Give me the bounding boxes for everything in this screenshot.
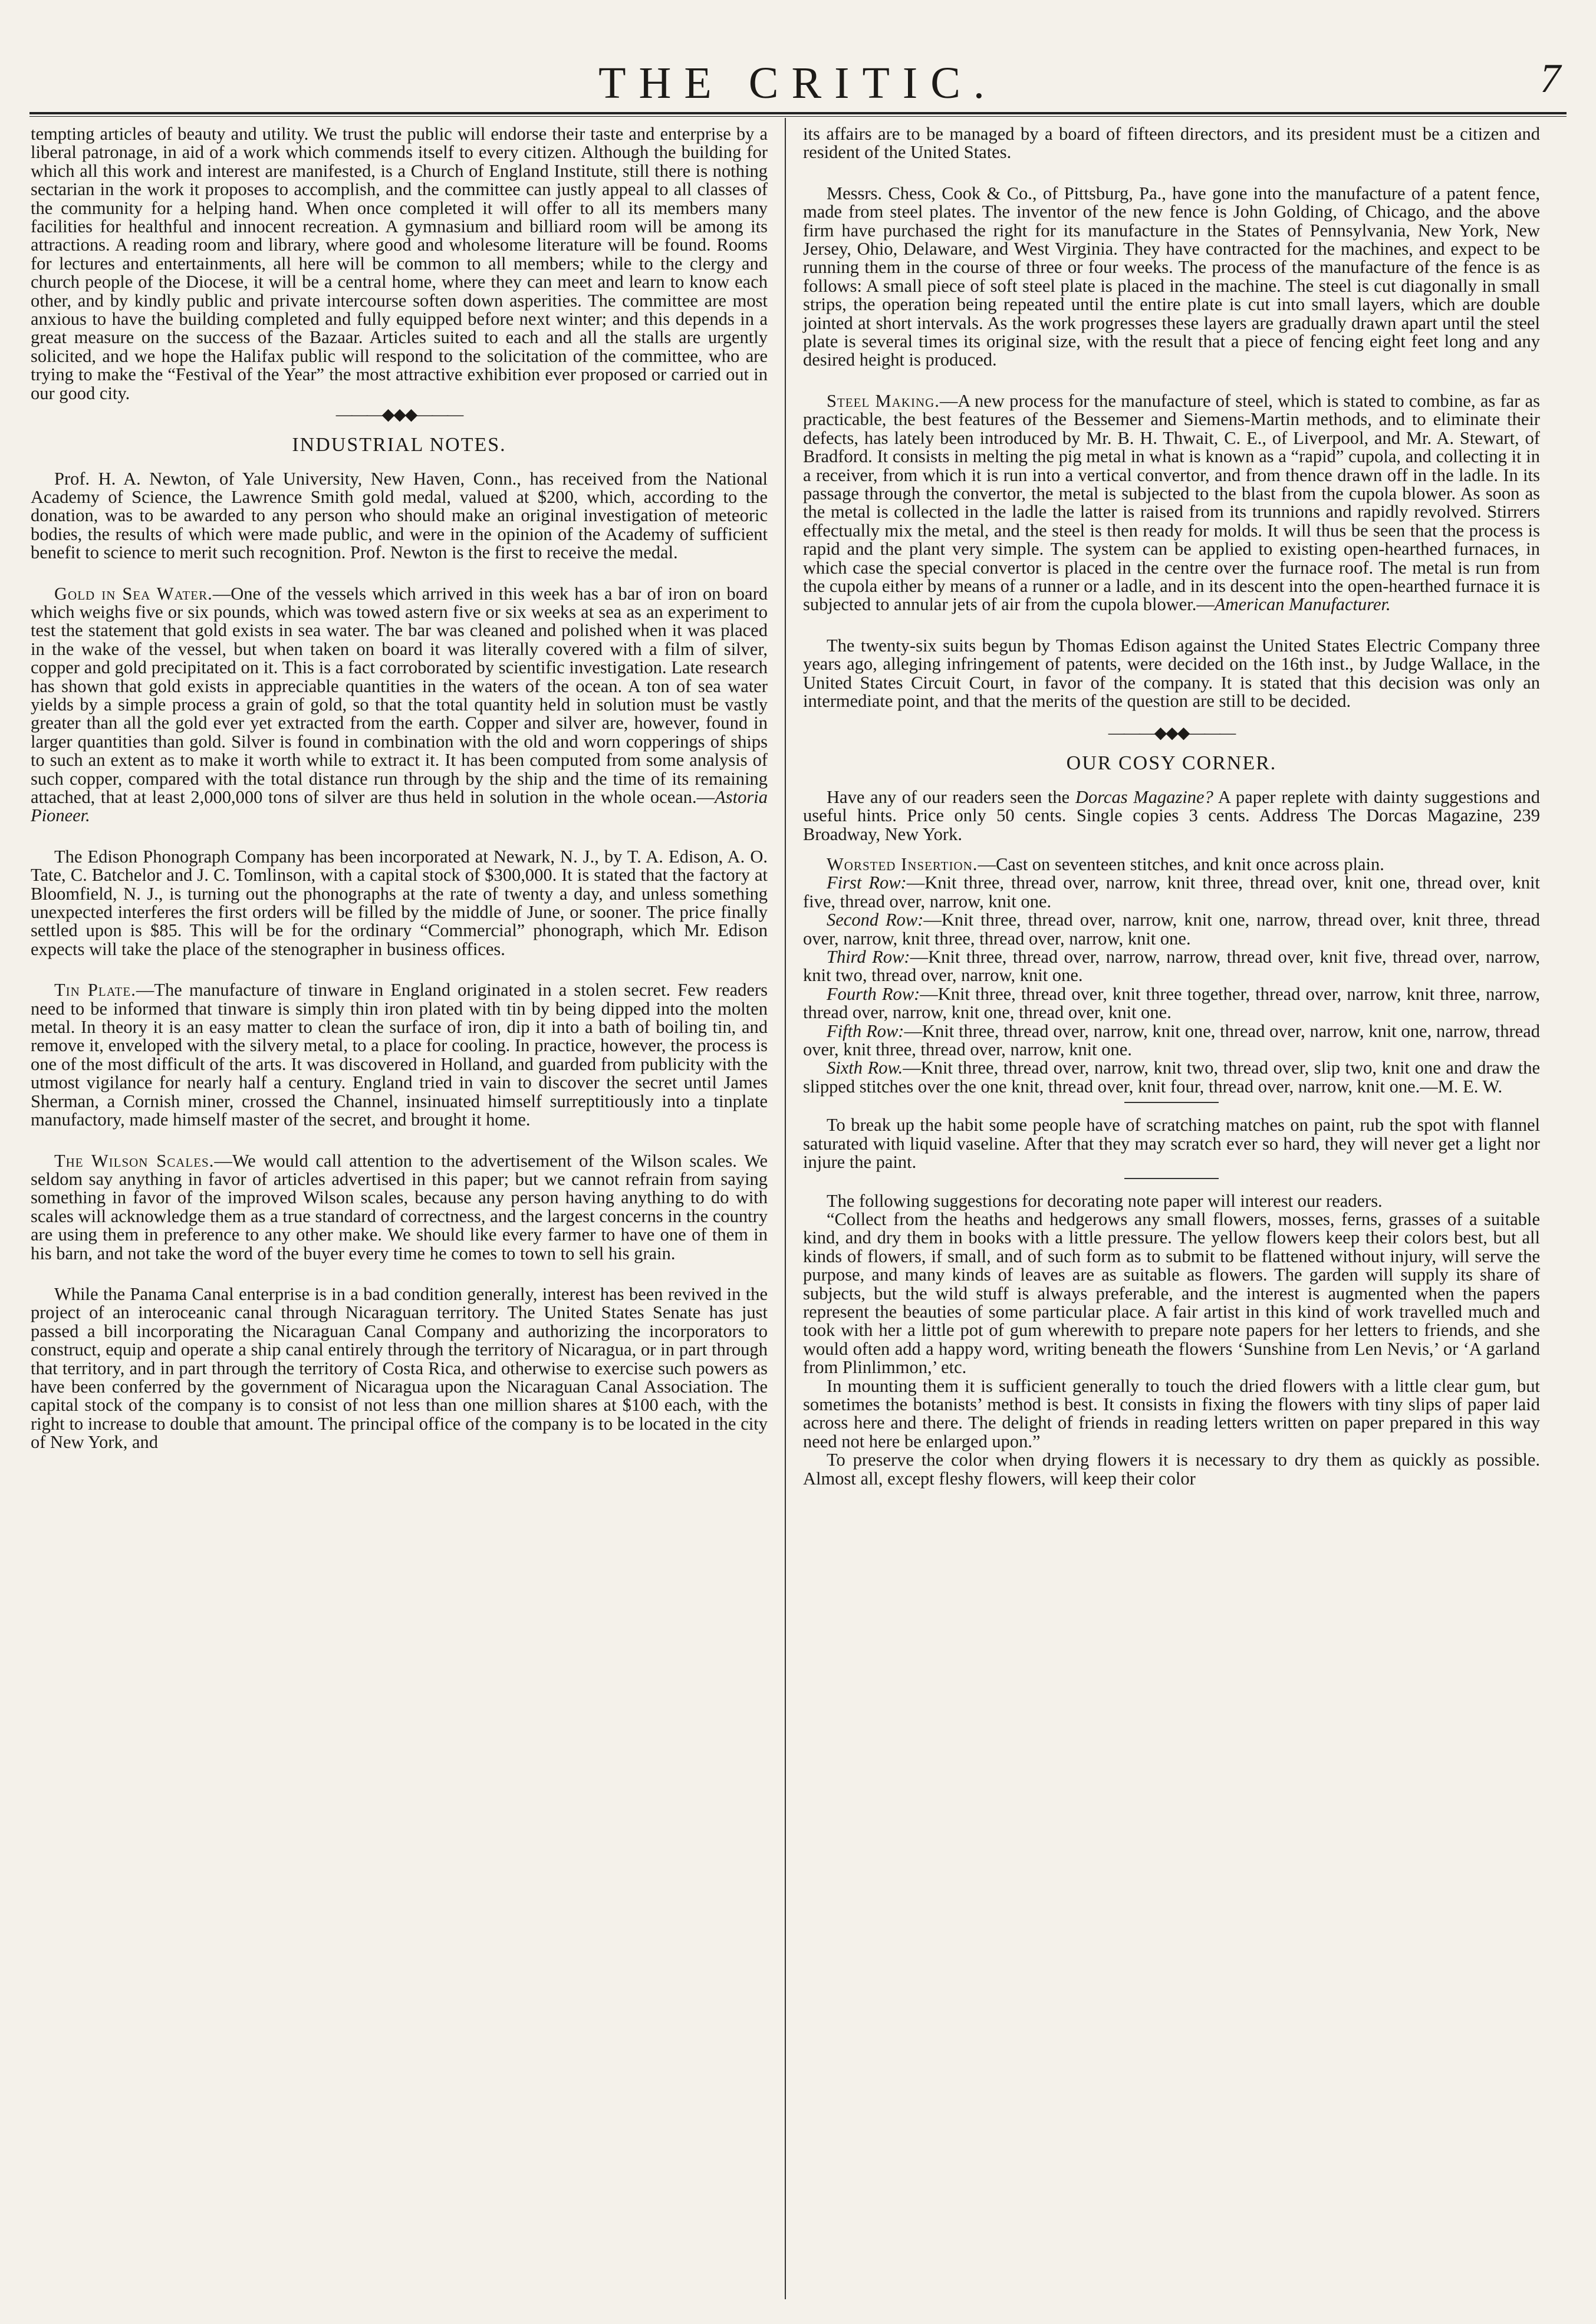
article-edison-phonograph: The Edison Phonograph Company has been incorporated at Newark, N. J., by T. A. Edison, A. O. Tate, C. Batchelor and J. C. Tomlinson, with a capital stock of $300,000. It is stated that the factory at Bloomfield, N. J., is turning out the phonographs at the rate of twenty a day, and unless something unexpected interferes the first orders will be filled by the middle of June, or sooner. The price finally settled upon is $85. This will be for the ordinary “Commercial” phonograph, which Mr. Edison expects will take the place of the stenographer in business offices. [31,846,768,959]
page-number: 7 [1540,56,1561,101]
knit-row [803,911,1540,948]
row-label: Fifth Row: [827,1021,904,1041]
article-edison-suits: The twenty-six suits begun by Thomas Edison against the United States Electric Company three years ago, alleging infringement of patents, were decided on the 16th inst., by Judge Wallace, in the United States Circuit Court, in favor of the company. It is stated that this decision was only an intermediate point, and that the merits of the question are still to be decided. [803,635,1540,711]
article-text: —One of the vessels which arrived in this week has a bar of iron on board which weighs five or six pounds, which was towed astern five or six weeks at sea as an experiment to test the statement that gold exists in sea water. The bar was cleaned and polished when it was placed in the wake of the vessel, but when taken on board it was literally covered with a film of silver, copper and gold precipitated on it. This is a fact corroborated by scientific investigation. Late research has shown that gold exists in appreciable quantities in the waters of the ocean. A ton of sea water yields by a simple process a grain of gold, so that the total quantity held in solution must be vastly greater than all the gold ever yet extracted from the earth. Copper and silver are, however, found in larger quantities than gold. Silver is found in combination with the old and worn copperings of ships to such an extent as to make it worth while to extract it. It has been computed from some analysis of such copper, compared with the total distance run through by the ship and the time of its remaining attached, that at least 2,000,000 tons of silver are thus held in solution in the whole ocean.— [31,583,768,807]
row-label: Second Row: [827,910,924,930]
article-wilson-scales [31,1152,768,1263]
article-bazaar-continued: tempting articles of beauty and utility. We trust the public will endorse their taste and enterprise by a liberal patronage, in aid of a work which commends itself to every citizen. Although the building for which all this work and interest are manifested, is a Church of England Institute, still there is nothing sectarian in the work it proposes to accomplish, and the committee can justly appeal to all classes of the community for a helping hand. When once completed it will offer to all its members many facilities for healthful and innocent recreation. A gymnasium and billiard room will be among its attractions. A reading room and library, where good and wholesome literature will be found. Rooms for lectures and entertainments, all here will be common to all members; while to the clergy and church people of the Diocese, it will be a central home, where they can meet and learn to know each other, and by kindly public and private intercourse soften down asperities. The committee are most anxious to have the building completed and fully equipped before next winter; and this depends in a great measure on the success of the Bazaar. Articles suited to each and all the stalls are urgently solicited, and we hope the Halifax public will respond to the solicitation of the committee, who are trying to make the “Festival of the Year” the most attractive exhibition ever proposed or carried out in our good city. [31,124,768,403]
left-column [31,125,768,1452]
article-text: —A new process for the manufacture of steel, which is stated to combine, as far as practicable, the best features of the Bessemer and Siemens-Martin methods, and to eliminate their defects, has lately been introduced by Mr. B. H. Thwait, C. E., of Liverpool, and Mr. A. Stewart, of Bradford. It consists in melting the pig metal in what is known as a “rapid” cupola, and collecting it in a receiver, from which it is run into a vertical convertor, and from thence drawn off in the ladle. In its passage through the convertor, the metal is subjected to the blast from the cupola blower. As soon as the metal is collected in the ladle the latter is raised from its trunnions and rapidly revolved. Stirrers effectually mix the metal, and the steel is then ready for molds. It will thus be seen that the process is rapid and the plant very simple. The system can be applied to existing open-hearthed furnaces, in which case the special convertor is placed in the centre over the furnace roof. The metal is run from the cupola either by means of a runner or a ladle, and in its descent into the open-hearthed furnace it is subjected to annular jets of air from the cupola blower.— [803,390,1540,615]
article-dorcas-magazine: Have any of our readers seen the Dorcas Magazine? A paper replete with dainty suggestions and useful hints. Price only 50 cents. Single copies 3 cents. Address The Dorcas Magazine, 239 Broadway, New York. [803,786,1541,844]
row-text: —Knit three, thread over, narrow, knit one, narrow, thread over, knit three, thread over, narrow, knit three, thread over, narrow, knit one. [803,910,1540,949]
article-nicaragua-canal: While the Panama Canal enterprise is in a bad condition generally, interest has been revived in the project of an interoceanic canal through Nicaraguan territory. The United States Senate has just passed a bill incorporating the Nicaraguan Canal Company and authorizing the incorporators to construct, equip and operate a ship canal entirely through the territory of Nicaragua, or in part through that territory, and in part through the territory of Costa Rica, and otherwise to exercise such powers as have been conferred by the government of Nicaragua upon the Nicaraguan Canal Association. The capital stock of the company is to consist of not less than one million shares at $100 each, with the right to increase to double that amount. The principal office of the company is to be located in the city of New York, and [31,1283,768,1453]
article-note-paper-collect: “Collect from the heaths and hedgerows any small flowers, mosses, ferns, grasses of a suitable kind, and dry them in books with a little pressure. The yellow flowers keep their colors best, but all kinds of flowers, if small, and of such form as to submit to be flattened without injury, will serve the purpose, and many kinds of leaves are as suitable as flowers. The garden will supply its share of subjects, but the wild stuff is always preferable, and the interest is augmented when the papers represent the beauties of some particular place. A fair artist in this kind of work travelled much and took with her a little pot of gum wherewith to prepare note papers for her letters to friends, and she would often add a happy word, writing beneath the flowers ‘Sunshine from Len Nevis,’ or ‘A garland from Plinlimmon,’ etc. [803,1209,1540,1378]
article-label: Gold in Sea Water. [54,583,213,604]
article-worsted-insertion [803,855,1540,874]
article-source: Astoria Pioneer. [31,787,768,826]
article-newton-medal: Prof. H. A. Newton, of Yale University, New Haven, Conn., has received from the National Academy of Science, the Lawrence Smith gold medal, valued at $200, which, according to the donation, was to be awarded to any person who should make an original investigation of meteoric bodies, the results of which were made public, and were in the opinion of the Academy of sufficient benefit to science to merit such recognition. Prof. Newton is the first to receive the medal. [31,468,768,563]
article-steel-making [803,392,1540,614]
row-text: —Knit three, thread over, narrow, knit three, thread over, knit one, thread over, knit five, thread over, narrow, knit one. [803,873,1540,911]
ornament-separator: ———◆◆◆——— [1108,724,1235,743]
magazine-title: Dorcas Magazine? [1075,786,1213,807]
article-text: —Cast on seventeen stitches, and knit once across plain. [978,854,1384,874]
knit-row [803,1059,1540,1096]
article-canal-continued: its affairs are to be managed by a board of fifteen directors, and its president must be a citizen and resident of the United States. [803,124,1540,163]
article-label: Tin Plate. [54,980,136,1000]
article-label: Steel Making. [827,390,940,411]
article-label: The Wilson Scales. [54,1150,215,1171]
article-scratching-matches: To break up the habit some people have of scratching matches on paint, rub the spot with flannel saturated with liquid vaseline. After that they may scratch ever so hard, they will never get a light nor injure the paint. [803,1115,1540,1173]
row-label: Third Row: [827,947,910,967]
short-rule [1124,1178,1219,1179]
masthead: THE CRITIC. [598,58,998,108]
short-rule [1124,1102,1219,1103]
row-label: Fourth Row: [827,983,920,1004]
article-drying-flowers: To preserve the color when drying flowers it is necessary to dry them as quickly as possible. Almost all, except fleshy flowers, will keep their color [803,1450,1540,1489]
row-text: —Knit three, thread over, narrow, knit two, thread over, slip two, knit one and draw the slipped stitches over the one knit, thread over, knit four, thread over, narrow, knit one.—M. E. W. [803,1058,1540,1097]
article-note-paper-intro: The following suggestions for decorating note paper will interest our readers. [827,1190,1383,1211]
article-steel-fence: Messrs. Chess, Cook & Co., of Pittsburg, Pa., have gone into the manufacture of a patent fence, made from steel plates. The inventor of the new fence is John Golding, of Chicago, and the above firm have purchased the right for its manufacture in the States of Pennsylvania, New York, New Jersey, Ohio, Delaware, and West Virginia. They have contracted for the machines, and expect to be running them in the course of three or four weeks. The process of the manufacture of the fence is as follows: A small piece of soft steel plate is placed in the machine. The steel is cut diagonally in small strips, the operation being repeated until the entire plate is cut into small layers, which are double jointed at short intervals. As the work progresses these layers are gradually drawn apart until the steel plate is several times its original size, with the result that a piece of fencing eight feet long and any desired height is produced. [803,183,1540,370]
page-header [29,47,1567,112]
knit-row [803,874,1540,911]
knit-row [803,985,1540,1022]
row-label: Sixth Row. [827,1058,903,1078]
knit-row [803,1022,1540,1059]
header-rule [29,112,1567,117]
ornament-separator: ———◆◆◆——— [335,406,463,424]
article-gold-in-sea-water [31,585,768,825]
row-label: First Row: [827,873,907,893]
row-text: —Knit three, thread over, narrow, knit one, thread over, narrow, knit one, narrow, thread over, knit three, thread over, narrow, knit one. [803,1021,1540,1060]
row-text: —Knit three, thread over, narrow, narrow, thread over, knit five, thread over, narrow, knit two, thread over, narrow, knit one. [803,947,1540,986]
article-tin-plate [31,981,768,1129]
article-label: Worsted Insertion. [827,854,978,874]
section-heading-industrial-notes: INDUSTRIAL NOTES. [292,434,506,456]
right-column [803,125,1540,1488]
row-text: —Knit three, thread over, knit three together, thread over, narrow, knit three, narrow, thread over, narrow, knit one, thread over, knit one. [803,983,1541,1023]
article-note-paper-mounting: In mounting them it is sufficient generally to touch the dried flowers with a little clear gum, but sometimes the botanists’ method is best. It consists in fixing the flowers with tiny slips of paper laid across here and there. The delight of friends in reading letters written on paper prepared in this way need not here be enlarged upon.” [803,1375,1540,1451]
column-divider [785,118,786,2299]
article-text: —The manufacture of tinware in England originated in a stolen secret. Few readers need to be informed that tinware is simply thin iron plated with tin by being dipped into the molten metal. In theory it is an easy matter to clean the surface of iron, dip it into a bath of boiling tin, and remove it, enveloped with the silvery metal, to a place for cooling. In practice, however, the process is one of the most difficult of the arts. It was discovered in Holland, and guarded from publicity with the utmost vigilance for nearly half a century. England tried in vain to discover the secret until James Sherman, a Cornish miner, crossed the Channel, insinuated himself surreptitiously into a tinplate manufactory, made himself master of the secret, and brought it home. [31,980,768,1130]
article-source: American Manufacturer. [1214,594,1391,615]
section-heading-cosy-corner: OUR COSY CORNER. [1066,752,1277,775]
knit-row [803,948,1540,985]
article-text: —We would call attention to the advertisement of the Wilson scales. We seldom say anything in favor of articles advertised in this paper; but we cannot refrain from saying something in favor of the improved Wilson scales, because any person having anything to do with scales will acknowledge them as a true standard of correctness, and the largest concerns in the country are using them in preference to any other make. We should like every farmer to have one of them in his barn, and not take the word of the buyer every time he comes to town to sell his grain. [31,1150,768,1263]
